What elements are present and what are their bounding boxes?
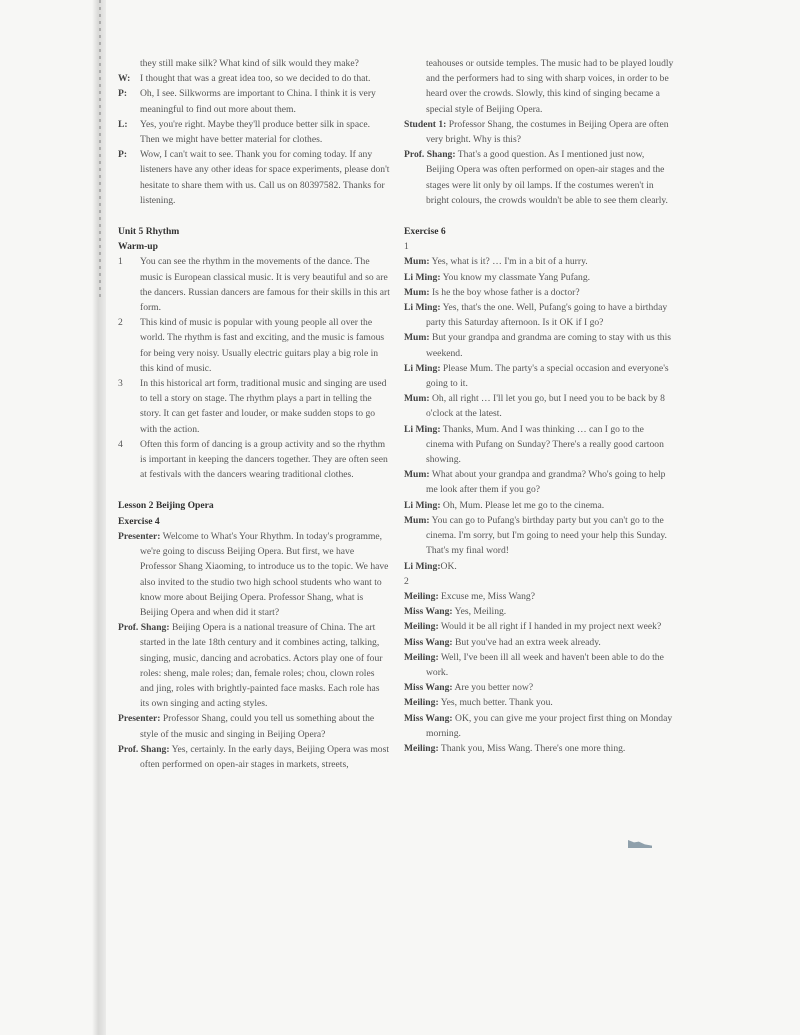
dialogue-line: W: I thought that was a great idea too, so we decided to do that. [118, 73, 371, 85]
section-title: Warm-up [118, 241, 158, 253]
part-label: 2 [404, 575, 409, 587]
dialogue-line: Li Ming: Oh, Mum. Please let me go to the cinema. [404, 499, 605, 511]
section-title: Exercise 4 [118, 515, 160, 527]
right-column [404, 56, 674, 756]
dialogue-line: Presenter: Professor Shang, could you tell us something about the style of the music and singing in Beijing Opera? [118, 713, 375, 740]
dialogue-line: Meiling: Thank you, Miss Wang. There's one more thing. [404, 742, 626, 754]
section-title: Exercise 6 [404, 226, 446, 238]
dialogue-line: Li Ming: Please Mum. The party's a special occasion and everyone's going to it. [404, 362, 669, 390]
part-label: 1 [404, 241, 409, 253]
page-binding-edge [99, 0, 101, 300]
dialogue-line: Miss Wang: But you've had an extra week already. [404, 636, 601, 648]
dialogue-line: L: Yes, you're right. Maybe they'll produce better silk in space. Then we might have better material for clothes. [118, 118, 371, 146]
page-corner-mark [628, 840, 652, 848]
list-item: 4 Often this form of dancing is a group activity and so the rhythm is important in keeping the dancers together. They are often seen at festivals with the dancers wearing traditional clothes. [118, 438, 388, 481]
dialogue-line: Mum: What about your grandpa and grandma? Who's going to help me look after them if you go? [404, 469, 666, 496]
dialogue-line: P: Oh, I see. Silkworms are important to China. I think it is very meaningful to find out more about them. [118, 88, 376, 115]
dialogue-line: Prof. Shang: Yes, certainly. In the early days, Beijing Opera was most often performed on open-air stages in markets, streets, [118, 743, 389, 770]
dialogue-line: Mum: You can go to Pufang's birthday party but you can't go to the cinema. I'm sorry, but I'm going to need your help this Sunday. That's my final word! [404, 514, 667, 557]
dialogue-line: Meiling: Well, I've been ill all week and haven't been able to do the work. [404, 651, 664, 678]
dialogue-line: Mum: But your grandpa and grandma are coming to stay with us this weekend. [404, 332, 671, 359]
list-item: 1 You can see the rhythm in the movements of the dance. The music is European classical music. It is very beautiful and so are the dancers. Russian dancers are famous for their skills in this art form. [118, 256, 390, 314]
dialogue-line: Li Ming: Thanks, Mum. And I was thinking … can I go to the cinema with Pufang on Sunday? There's a really good cartoon showing. [404, 423, 664, 466]
dialogue-line: Student 1: Professor Shang, the costumes in Beijing Opera are often very bright. Why is this? [404, 118, 669, 146]
list-item: 2 This kind of music is popular with young people all over the world. The rhythm is fast and exciting, and the music is famous for being very noisy. Usually electric guitars play a big role in this kind of music. [118, 317, 385, 374]
dialogue-line: Presenter: Welcome to What's Your Rhythm. In today's programme, we're going to discuss Beijing Opera. But first, we have Professor Shang Xiaoming, to introduce us to the topic. We have also invited to the studio two high school students who want to know more about Beijing Opera. Professor Shang, what is Beijing Opera and when did it start? [118, 530, 389, 618]
dialogue-line: Mum: Yes, what is it? … I'm in a bit of a hurry. [404, 256, 588, 268]
dialogue-line: Li Ming:OK. [404, 560, 457, 572]
lesson-title: Lesson 2 Beijing Opera [118, 500, 214, 512]
dialogue-line: Meiling: Yes, much better. Thank you. [404, 697, 553, 709]
list-item: 3 In this historical art form, traditional music and singing are used to tell a story on stage. The rhythm plays a part in telling the story. It can get faster and louder, or make sudden stops to go with the action. [118, 378, 387, 435]
dialogue-line: Prof. Shang: That's a good question. As I mentioned just now, Beijing Opera was often performed on open-air stages and the stages were lit only by oil lamps. If the costumes weren't in bright colours, the crowds wouldn't be able to see them clearly. [404, 149, 668, 206]
dialogue-line: Mum: Oh, all right … I'll let you go, but I need you to be back by 8 o'clock at the latest. [404, 393, 665, 420]
dialogue-line: Miss Wang: OK, you can give me your project first thing on Monday morning. [404, 712, 673, 739]
dialogue-line: Mum: Is he the boy whose father is a doctor? [404, 286, 580, 298]
dialogue-line: Li Ming: You know my classmate Yang Pufang. [404, 271, 591, 283]
dialogue-line: Meiling: Excuse me, Miss Wang? [404, 590, 535, 602]
dialogue-line: Miss Wang: Yes, Meiling. [404, 606, 507, 618]
dialogue-line: they still make silk? What kind of silk would they make? [140, 58, 359, 69]
dialogue-line: Prof. Shang: Beijing Opera is a national treasure of China. The art started in the late 18th century and it combines acting, talking, singing, music, dancing and acrobatics. Actors play one of four roles: sheng, male roles; dan, female roles; chou, clown roles and jing, roles with brightly-painted face masks. Each role has its own singing and acting styles. [118, 622, 383, 710]
dialogue-line: Miss Wang: Are you better now? [404, 682, 534, 694]
dialogue-line: teahouses or outside temples. The music had to be played loudly and the performers had to sing with sharp voices, in order to be heard over the crowds. Slowly, this kind of singing became a special style of Beijing Opera. [426, 58, 674, 115]
dialogue-line: P: Wow, I can't wait to see. Thank you for coming today. If any listeners have any other ideas for space experiments, please don't hesitate to share them with us. Call us on 80397582. Thanks for listening. [118, 149, 390, 206]
dialogue-line: Li Ming: Yes, that's the one. Well, Pufang's going to have a birthday party this Saturday afternoon. Is it OK if I go? [404, 302, 668, 329]
unit-title: Unit 5 Rhythm [118, 226, 180, 238]
dialogue-line: Meiling: Would it be all right if I handed in my project next week? [404, 621, 662, 633]
left-column [118, 56, 390, 772]
